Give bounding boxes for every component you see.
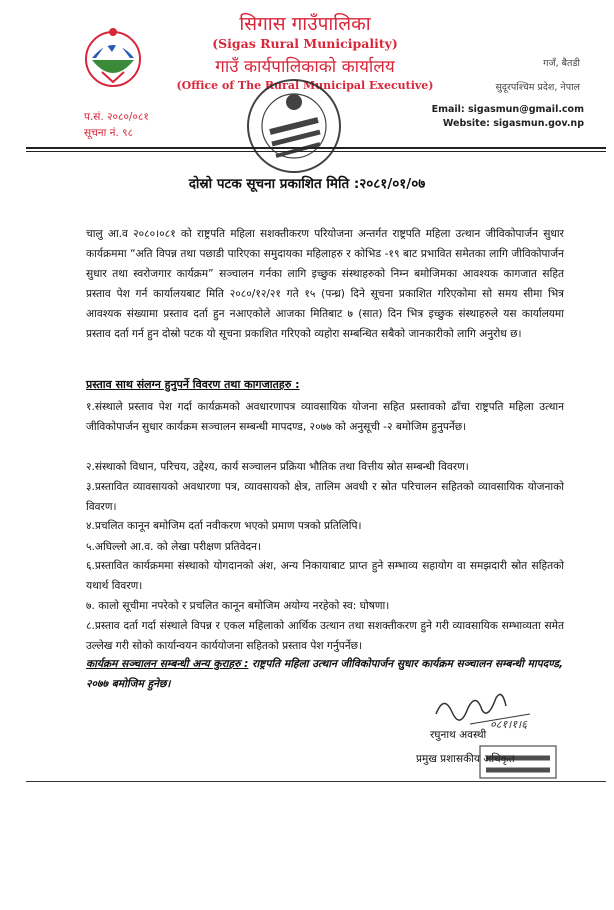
signatory-title: प्रमुख प्रशासकीय अधिकृत bbox=[416, 753, 515, 765]
reference-fiscal-year: प.सं. २०८०/०८१ bbox=[84, 111, 149, 123]
office-title-nepali: गाउँ कार्यपालिकाको कार्यालय bbox=[215, 57, 395, 77]
signature-date: ०८१।१।६ bbox=[490, 718, 527, 731]
office-stamp-icon bbox=[240, 72, 348, 180]
signature-stamp-icon bbox=[478, 744, 558, 780]
website-text: Website: sigasmun.gov.np bbox=[442, 118, 584, 129]
requirement-item-4: ४.प्रचलित कानून बमोजिम दर्ता नवीकरण भएको प्रमाण पत्रको प्रतिलिपि। bbox=[86, 520, 362, 532]
signatory-name: रघुनाथ अवस्थी bbox=[430, 729, 487, 741]
requirement-item-2: २.संस्थाको विधान, परिचय, उद्देश्य, कार्य सञ्चालन प्रक्रिया भौतिक तथा वित्तीय स्रोत सम्बन्धी विवरण। bbox=[86, 461, 469, 473]
nepal-emblem-icon bbox=[84, 24, 142, 94]
section-heading: प्रस्ताव साथ संलग्न हुनुपर्ने विवरण तथा कागजातहरु : bbox=[86, 378, 300, 391]
municipality-title-english: (Sigas Rural Municipality) bbox=[212, 36, 398, 51]
email-text: Email: sigasmun@gmail.com bbox=[431, 104, 584, 115]
requirement-item-1: १.संस्थाले प्रस्ताव पेश गर्दा कार्यक्रमको अवधारणापत्र व्यावसायिक योजना सहित प्रस्तावको ढाँचा राष्ट्रपति महिला उत्थान जीविकोपार्जन सुधार कार्यक्रम सञ्चालन सम्बन्धी मापदण्ड, २०७७ को अनुसूची -२ बमोजिम हुनुपर्नेछ। bbox=[86, 401, 564, 433]
program-note-text: राष्ट्रपति महिला उत्थान जीविकोपार्जन सुधार कार्यक्रम सञ्चालन सम्बन्धी मापदण्ड, २०७७ बमोजिम हुनेछ। bbox=[86, 658, 564, 690]
address-line-2: सुदूरपश्चिम प्रदेश, नेपाल bbox=[495, 82, 580, 93]
header-divider-thin bbox=[26, 151, 606, 152]
handwritten-signature-icon bbox=[430, 684, 540, 732]
requirement-item-3: ३.प्रस्तावित व्यावसायको अवधारणा पत्र, व्यावसायको क्षेत्र, तालिम अवधी र स्रोत परिचालन सहितको व्यावसायिक योजनाको विवरण। bbox=[86, 481, 564, 513]
address-line-1: गजँ, बैतडी bbox=[543, 58, 580, 69]
header-divider bbox=[26, 147, 606, 149]
office-title-english: (Office of The Rural Municipal Executive) bbox=[176, 79, 434, 92]
notice-intro-paragraph: चालु आ.व २०८०।०८१ को राष्ट्रपति महिला सशक्तीकरण परियोजना अन्तर्गत राष्ट्रपति महिला उत्थान जीविकोपार्जन सुधार कार्यक्रममा “अति विपन्न तथा पछाडी पारिएका समुदायका महिलाहरु र कोभिड -१९ बाट प्रभावित समेतका लागि जीविकोपार्जन सुधार तथा स्वरोजगार कार्यक्रम” सञ्चालन गर्नका लागि इच्छुक संस्थाहरुको निम्न बमोजिमका आवश्यक कागजात सहित प्रस्ताव पेश गर्न कार्यालयबाट मिति २०८०/१२/२१ गते १५ (पन्ध्र) दिने सूचना प्रकाशित गरिएकोमा सो समय सीमा भित्र आवश्यक संख्यामा प्रस्ताव दर्ता हुन नआएकोले आजका मितिबाट ७ (सात) दिन भित्र इच्छुक संस्थाहरुले यस कार्यालयमा प्रस्ताव दर्ता गर्न हुन दोस्रो पटक यो सूचना प्रकाशित गरिएको व्यहोरा सम्बन्धित सबैको जानकारीको लागि अनुरोध छ। bbox=[86, 228, 564, 340]
municipality-title-nepali: सिगास गाउँपालिका bbox=[239, 13, 371, 35]
requirement-item-5: ५.अघिल्लो आ.व. को लेखा परीक्षण प्रतिवेदन। bbox=[86, 541, 262, 553]
requirement-item-7: ७. कालो सूचीमा नपरेको र प्रचलित कानून बमोजिम अयोग्य नरहेको स्व: घोषणा। bbox=[86, 600, 390, 612]
footer-divider bbox=[26, 781, 606, 782]
program-note-label: कार्यक्रम सञ्चालन सम्बन्धी अन्य कुराहरु : bbox=[86, 658, 249, 670]
notice-number: सूचना नं. ९८ bbox=[84, 127, 134, 139]
notice-title: दोस्रो पटक सूचना प्रकाशित मिति :२०८१/०१/०७ bbox=[188, 176, 426, 192]
requirement-item-8: ८.प्रस्ताव दर्ता गर्दा संस्थाले विपन्न र एकल महिलाको आर्थिक उत्थान तथा सशक्तीकरण हुने गरी व्यावसायिक सम्भाव्यता समेत उल्लेख गरी सोको कार्यान्वयन कार्ययोजना सहितको प्रस्ताव पेश गर्नुपर्नेछ। bbox=[86, 620, 564, 652]
requirement-item-6: ६.प्रस्तावित कार्यक्रममा संस्थाको योगदानको अंश, अन्य निकायाबाट प्राप्त हुने सम्भाव्य सहायोग वा समझदारी स्रोत सहितको यथार्थ विवरण। bbox=[86, 560, 564, 592]
